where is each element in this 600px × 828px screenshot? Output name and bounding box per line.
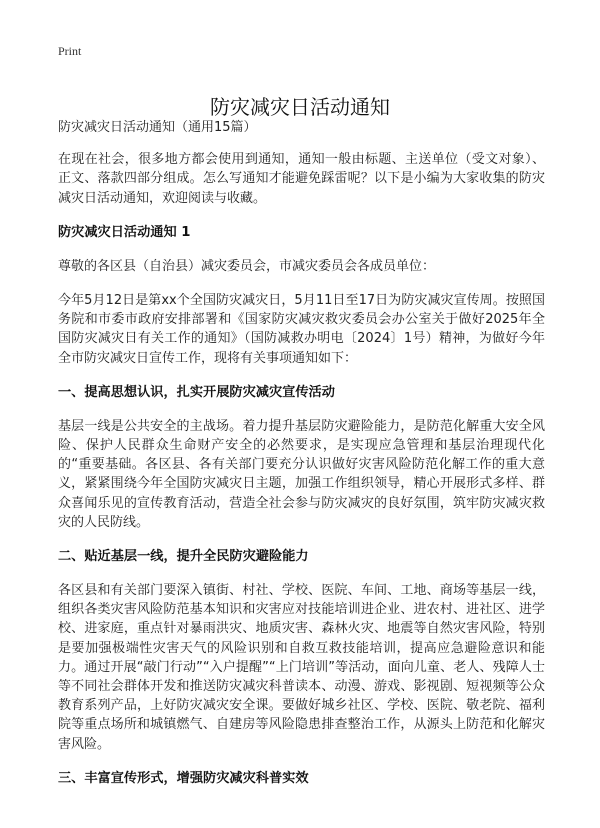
article-body: [58, 118, 545, 803]
notice-paragraph: 今年5月12日是第xx个全国防灾减灾日，5月11日至17日为防灾减灾宣传周。按照国务院和市委市政府安排部署和《国家防灾减灾救灾委员会办公室关于做好2025年全国防灾减灾日有关工作的通知》（国防减救办明电〔2024〕1号）精神，为做好今年全市防灾减灾日宣传工作，现将有关事项通知如下：: [58, 293, 545, 366]
heading-three: 三、丰富宣传形式，增强防灾减灾科普实效: [58, 770, 309, 786]
heading-one: 一、提高思想认识，扎实开展防灾减灾宣传活动: [58, 384, 335, 400]
heading-two: 二、贴近基层一线，提升全民防灾避险能力: [58, 549, 309, 565]
section-title: 防灾减灾日活动通知 1: [58, 224, 191, 240]
intro-paragraph: 在现在社会，很多地方都会使用到通知，通知一般由标题、主送单位（受文对象）、正文、落款四部分组成。怎么写通知才能避免踩雷呢？以下是小编为大家收集的防灾减灾日活动通知，欢迎阅读与收藏。: [58, 152, 545, 206]
page-title: 防灾减灾日活动通知: [210, 95, 390, 120]
greeting-paragraph: 尊敬的各区县（自治县）减灾委员会，市减灾委员会各成员单位：: [58, 258, 436, 274]
paragraph-one: 基层一线是公共安全的主战场。着力提升基层防灾避险能力，是防范化解重大安全风险、保护人民群众生命财产安全的必然要求，是实现应急管理和基层治理现代化的“重要基础。各区县、各有关部门要充分认识做好灾害风险防范化解工作的重大意义，紧紧围绕今年全国防灾减灾日主题，加强工作组织领导，精心开展形式多样、群众喜闻乐见的宣传教育活动，营造全社会参与防灾减灾的良好氛围，筑牢防灾减灾救灾的人民防线。: [58, 418, 545, 530]
article-subtitle: 防灾减灾日活动通知（通用15篇）: [58, 120, 257, 135]
print-link[interactable]: Print: [58, 44, 82, 58]
paragraph-two: 各区县和有关部门要深入镇街、村社、学校、医院、车间、工地、商场等基层一线，组织各类灾害风险防范基本知识和灾害应对技能培训进企业、进农村、进社区、进学校、进家庭，重点针对暴雨洪灾、地质灾害、森林火灾、地震等自然灾害风险，特别是要加强极端性灾害天气的风险识别和自救互救技能培训，提高应急避险意识和能力。通过开展“敲门行动”“入户提醒”“上门培训”等活动，面向儿童、老人、残障人士等不同社会群体开发和推送防灾减灾科普读本、动漫、游戏、影视剧、短视频等公众教育系列产品，上好防灾减灾安全课。要做好城乡社区、学校、医院、敬老院、福利院等重点场所和城镇燃气、自建房等风险隐患排查整治工作，从源头上防范和化解灾害风险。: [58, 583, 545, 752]
